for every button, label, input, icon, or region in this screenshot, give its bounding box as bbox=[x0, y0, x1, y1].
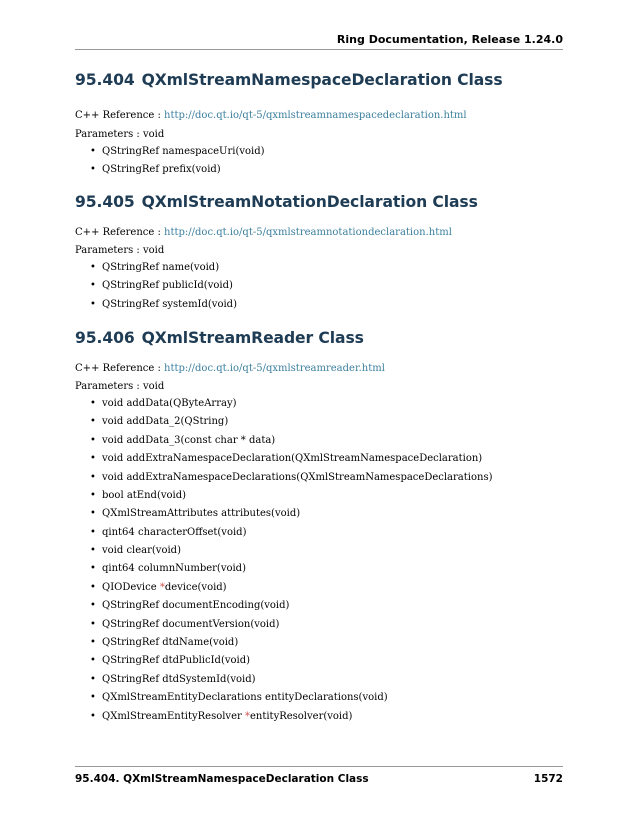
method-item bbox=[90, 524, 563, 542]
bullet-icon: • bbox=[90, 261, 96, 273]
method-signature-part: entityResolver(void) bbox=[249, 710, 353, 722]
method-signature: QStringRef prefix(void) bbox=[102, 164, 221, 176]
method-signature: void addData_2(QString) bbox=[102, 416, 229, 428]
method-signature: qint64 characterOffset(void) bbox=[102, 526, 247, 538]
section-qxmlstreamnamespacedeclaration bbox=[75, 71, 563, 180]
section-number: 95.404 bbox=[75, 71, 135, 89]
bullet-icon: • bbox=[90, 280, 96, 292]
bullet-icon: • bbox=[90, 434, 96, 446]
bullet-icon: • bbox=[90, 416, 96, 428]
method-signature: void addData(QByteArray) bbox=[102, 397, 237, 409]
page-content bbox=[75, 58, 563, 726]
bullet-icon: • bbox=[90, 710, 96, 722]
method-item bbox=[90, 708, 563, 726]
method-item bbox=[90, 671, 563, 689]
method-item bbox=[90, 652, 563, 670]
method-list bbox=[75, 143, 563, 180]
method-signature: void clear(void) bbox=[102, 545, 181, 557]
method-signature-part: QIODevice bbox=[102, 581, 160, 593]
section-title bbox=[75, 329, 563, 347]
method-signature: QXmlStreamAttributes attributes(void) bbox=[102, 508, 301, 520]
section-title bbox=[75, 193, 563, 211]
bullet-icon: • bbox=[90, 471, 96, 483]
method-list bbox=[75, 395, 563, 726]
section-name: QXmlStreamNamespaceDeclaration Class bbox=[141, 71, 503, 89]
method-signature: void addData_3(const char * data) bbox=[102, 434, 276, 446]
method-item bbox=[90, 597, 563, 615]
bullet-icon: • bbox=[90, 489, 96, 501]
method-signature: QStringRef dtdSystemId(void) bbox=[102, 673, 256, 685]
page-number: 1572 bbox=[533, 773, 563, 785]
method-signature-part: device(void) bbox=[164, 581, 227, 593]
reference-link[interactable]: http://doc.qt.io/qt-5/qxmlstreamnamespacedeclaration.html bbox=[164, 110, 467, 121]
method-signature: void addExtraNamespaceDeclarations(QXmlStreamNamespaceDeclarations) bbox=[102, 471, 493, 483]
parameters-line: Parameters : void bbox=[75, 129, 165, 140]
footer-section-title: 95.404. QXmlStreamNamespaceDeclaration Class bbox=[75, 773, 369, 785]
bullet-icon: • bbox=[90, 673, 96, 685]
method-signature: QStringRef dtdPublicId(void) bbox=[102, 655, 251, 667]
section-name: QXmlStreamNotationDeclaration Class bbox=[141, 192, 478, 211]
method-item bbox=[90, 560, 563, 578]
parameters-line: Parameters : void bbox=[75, 244, 165, 256]
reference-label: C++ Reference : bbox=[75, 362, 161, 374]
method-item bbox=[90, 432, 563, 450]
reference-label: C++ Reference : bbox=[75, 226, 161, 238]
section-number: 95.405 bbox=[75, 192, 135, 211]
bullet-icon: • bbox=[90, 453, 96, 465]
method-item bbox=[90, 634, 563, 652]
reference-label: C++ Reference : bbox=[75, 110, 161, 121]
method-item bbox=[90, 542, 563, 560]
reference-link[interactable]: http://doc.qt.io/qt-5/qxmlstreamnotationdeclaration.html bbox=[164, 226, 452, 238]
method-signature: QStringRef name(void) bbox=[102, 261, 220, 273]
bullet-icon: • bbox=[90, 618, 96, 630]
running-header: Ring Documentation, Release 1.24.0 bbox=[336, 33, 563, 46]
method-signature: bool atEnd(void) bbox=[102, 489, 187, 501]
method-signature: QXmlStreamEntityDeclarations entityDeclarations(void) bbox=[102, 692, 388, 704]
bullet-icon: • bbox=[90, 526, 96, 538]
bullet-icon: • bbox=[90, 563, 96, 575]
bullet-icon: • bbox=[90, 581, 96, 593]
method-item bbox=[90, 469, 563, 487]
bullet-icon: • bbox=[90, 637, 96, 649]
parameters-line: Parameters : void bbox=[75, 380, 165, 392]
method-signature: QStringRef documentEncoding(void) bbox=[102, 600, 290, 612]
section-number: 95.406 bbox=[75, 328, 135, 347]
method-signature: QStringRef dtdName(void) bbox=[102, 637, 239, 649]
header-divider bbox=[75, 49, 563, 50]
method-item bbox=[90, 143, 563, 161]
section-title bbox=[75, 71, 563, 89]
method-signature: qint64 columnNumber(void) bbox=[102, 563, 246, 575]
bullet-icon: • bbox=[90, 164, 96, 176]
method-item bbox=[90, 277, 563, 295]
bullet-icon: • bbox=[90, 397, 96, 409]
bullet-icon: • bbox=[90, 545, 96, 557]
bullet-icon: • bbox=[90, 146, 96, 157]
method-item bbox=[90, 579, 563, 597]
method-signature-part: QXmlStreamEntityResolver bbox=[102, 710, 245, 722]
reference-link[interactable]: http://doc.qt.io/qt-5/qxmlstreamreader.html bbox=[164, 362, 385, 374]
method-item bbox=[90, 395, 563, 413]
method-item bbox=[90, 413, 563, 431]
cpp-reference bbox=[75, 110, 563, 121]
pointer-asterisk: * bbox=[159, 581, 165, 593]
bullet-icon: • bbox=[90, 600, 96, 612]
bullet-icon: • bbox=[90, 298, 96, 310]
bullet-icon: • bbox=[90, 508, 96, 520]
method-item bbox=[90, 259, 563, 277]
method-signature: QStringRef publicId(void) bbox=[102, 280, 233, 292]
method-list bbox=[75, 259, 563, 314]
cpp-reference bbox=[75, 363, 563, 374]
section-name: QXmlStreamReader Class bbox=[141, 328, 364, 347]
bullet-icon: • bbox=[90, 655, 96, 667]
method-item bbox=[90, 296, 563, 314]
method-item bbox=[90, 505, 563, 523]
method-signature: QStringRef namespaceUri(void) bbox=[102, 146, 265, 157]
method-signature: void addExtraNamespaceDeclaration(QXmlStreamNamespaceDeclaration) bbox=[102, 453, 483, 465]
method-signature: QStringRef documentVersion(void) bbox=[102, 618, 280, 630]
method-item bbox=[90, 161, 563, 179]
method-item bbox=[90, 450, 563, 468]
bullet-icon: • bbox=[90, 692, 96, 704]
method-item bbox=[90, 689, 563, 707]
cpp-reference bbox=[75, 227, 563, 238]
section-qxmlstreamreader bbox=[75, 329, 563, 726]
method-signature: QStringRef systemId(void) bbox=[102, 298, 237, 310]
footer-divider bbox=[75, 766, 563, 767]
pointer-asterisk: * bbox=[244, 710, 250, 722]
method-item bbox=[90, 487, 563, 505]
method-item bbox=[90, 616, 563, 634]
running-footer bbox=[75, 773, 563, 785]
section-qxmlstreamnotationdeclaration bbox=[75, 193, 563, 314]
